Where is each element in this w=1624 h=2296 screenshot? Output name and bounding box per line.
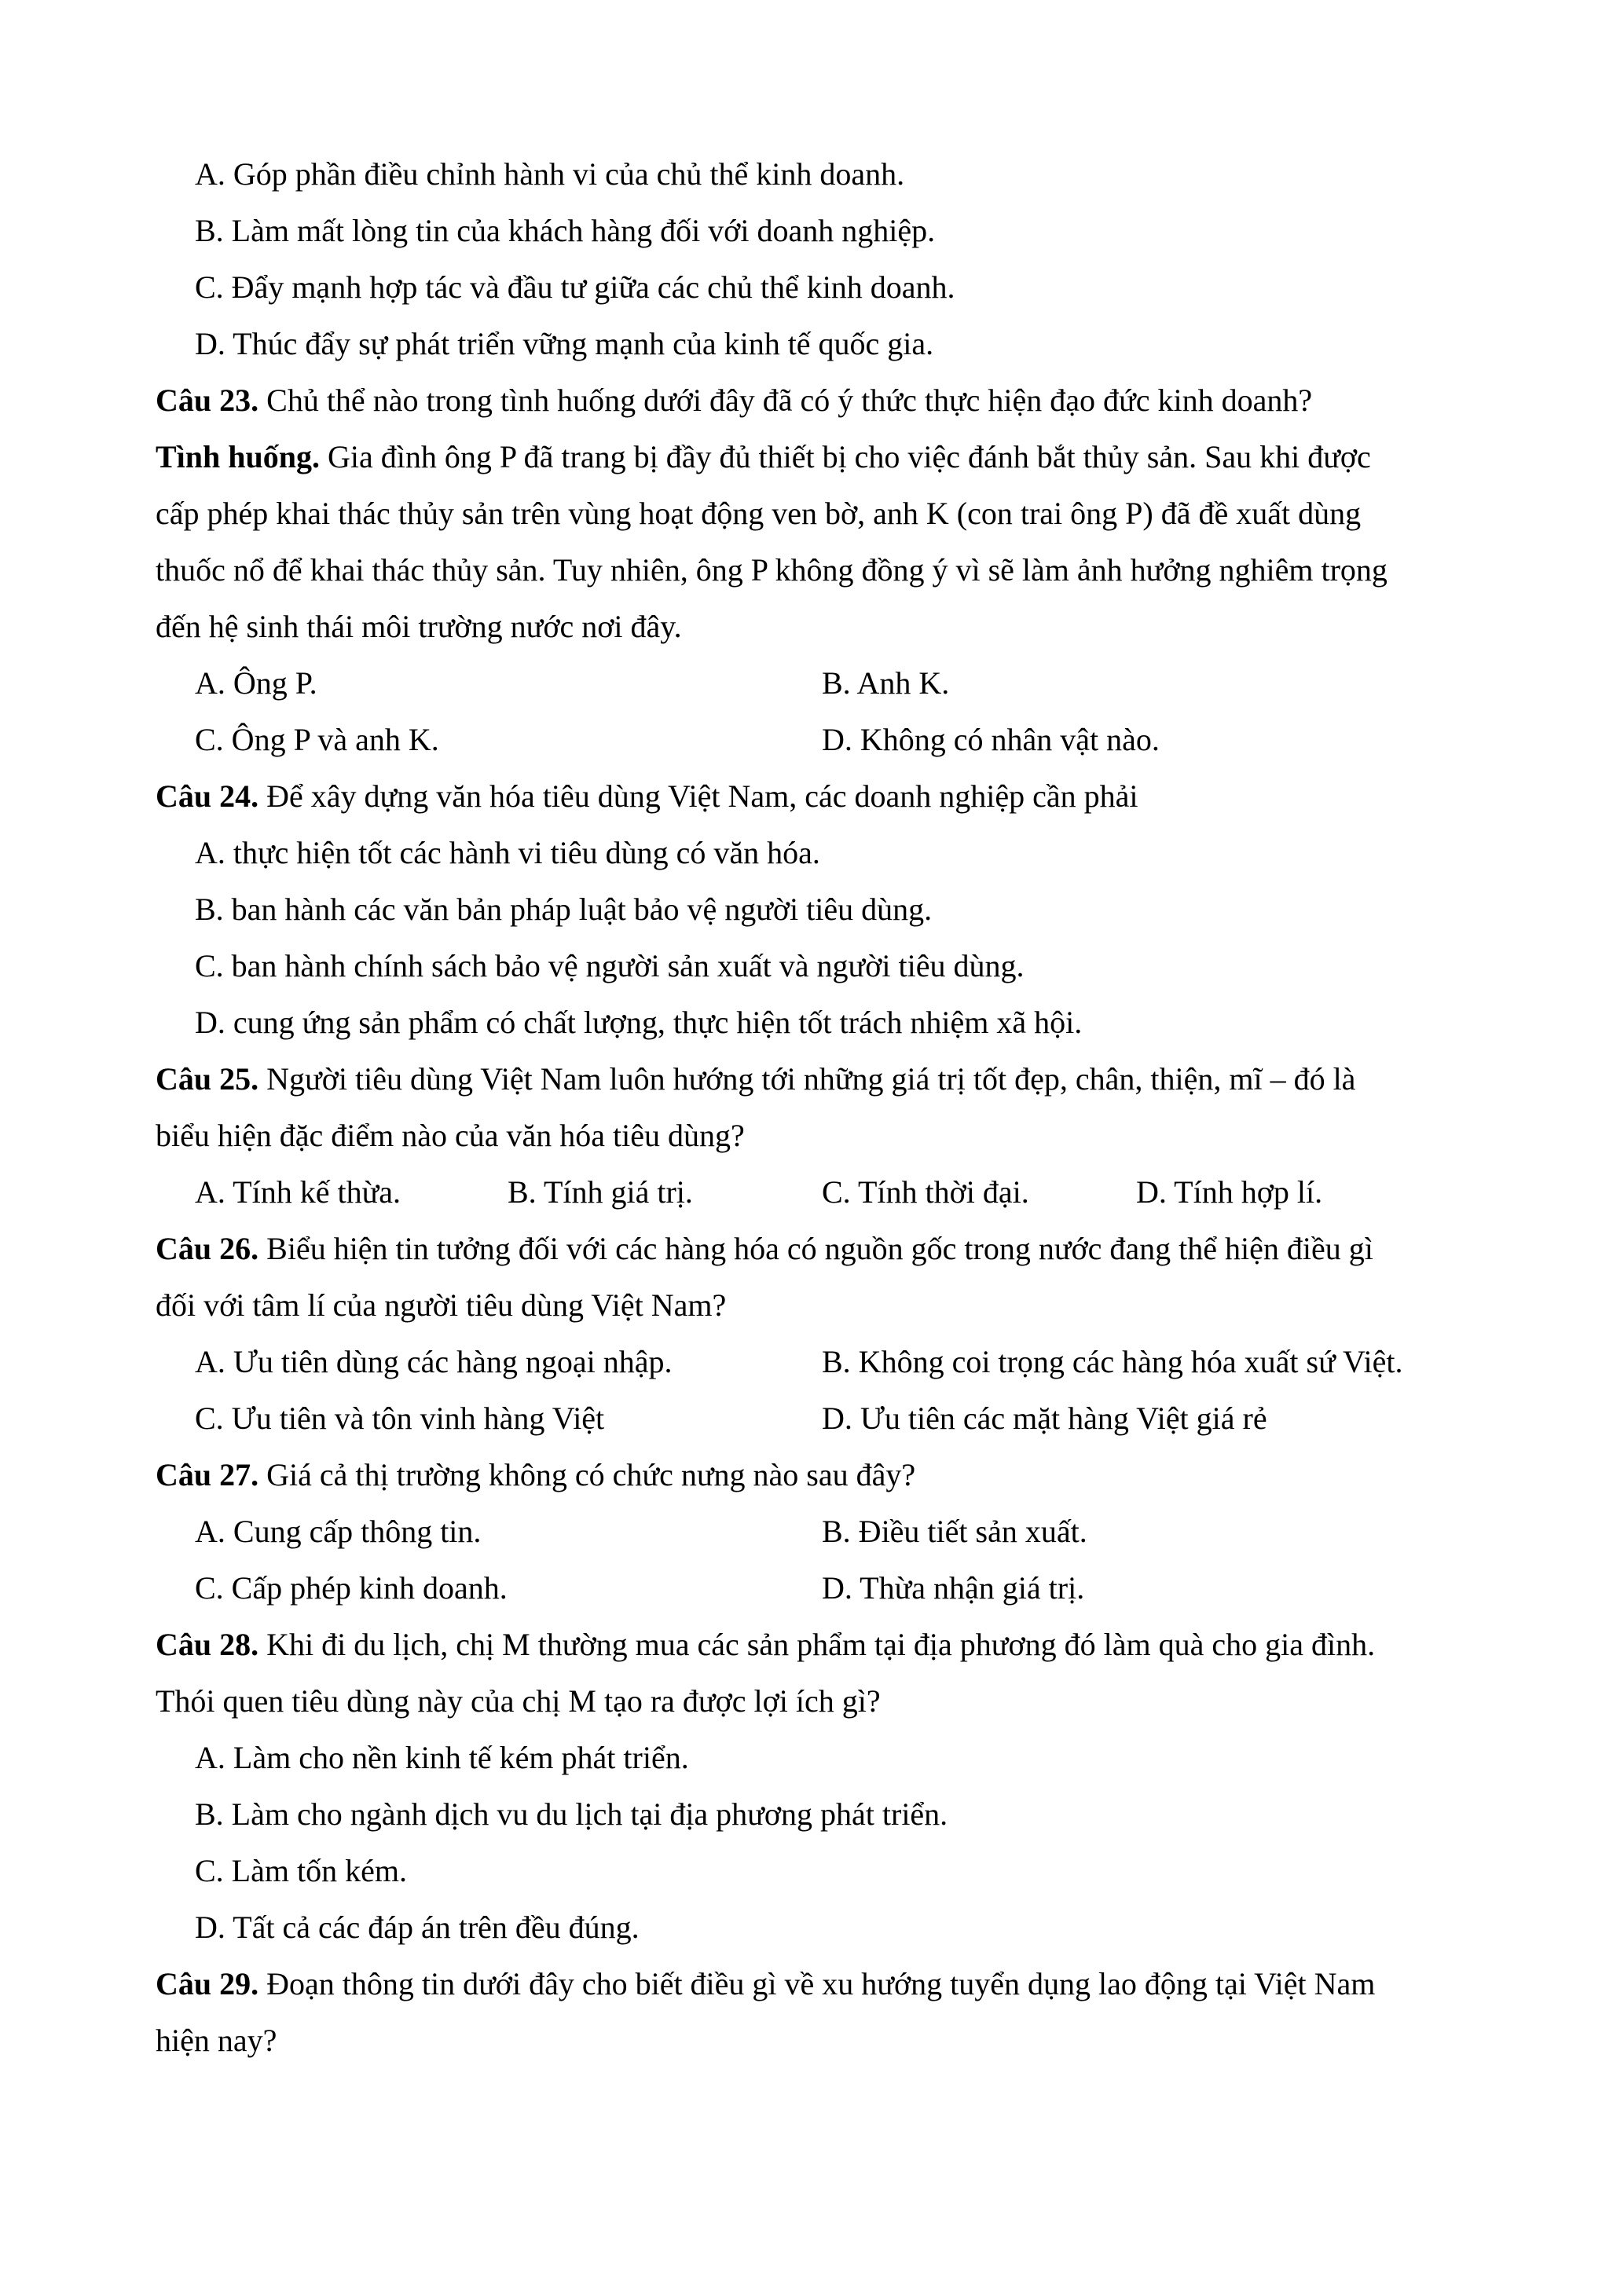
q23-label: Câu 23. [156,383,259,418]
q23-situation-line: cấp phép khai thác thủy sản trên vùng hoạt động ven bờ, anh K (con trai ông P) đã đề xuất dùng [156,496,1362,531]
q23-situation [156,438,1371,476]
q26-option-b: B. Không coi trọng các hàng hóa xuất sứ Việt. [822,1344,1403,1379]
q22-option-a: A. Góp phần điều chỉnh hành vi của chủ thể kinh doanh. [195,156,905,192]
q25-label: Câu 25. [156,1061,259,1097]
q23-situation-line: đến hệ sinh thái môi trường nước nơi đây. [156,609,682,644]
q25-option-c: C. Tính thời đại. [822,1174,1029,1210]
q23-option-a: A. Ông P. [195,665,317,701]
q28-option-d: D. Tất cả các đáp án trên đều đúng. [195,1910,640,1945]
q26-stem-text: Biểu hiện tin tưởng đối với các hàng hóa có nguồn gốc trong nước đang thể hiện điều gì [258,1231,1373,1266]
q28-option-c: C. Làm tốn kém. [195,1853,407,1888]
q24-stem-text: Để xây dựng văn hóa tiêu dùng Việt Nam, các doanh nghiệp cần phải [258,778,1138,814]
q26-stem-line: đối với tâm lí của người tiêu dùng Việt Nam? [156,1287,727,1323]
q27-option-c: C. Cấp phép kinh doanh. [195,1570,508,1606]
q23-option-b: B. Anh K. [822,665,950,701]
q26-stem [156,1230,1373,1268]
q27-label: Câu 27. [156,1457,259,1492]
q24-option-c: C. ban hành chính sách bảo vệ người sản xuất và người tiêu dùng. [195,948,1025,983]
q25-stem [156,1060,1355,1098]
q23-situation-label: Tình huống. [156,439,321,474]
q23-situation-line: thuốc nổ để khai thác thủy sản. Tuy nhiên, ông P không đồng ý vì sẽ làm ảnh hưởng nghiêm trọng [156,552,1388,588]
q24-label: Câu 24. [156,778,259,814]
q26-label: Câu 26. [156,1231,259,1266]
q29-stem-text: Đoạn thông tin dưới đây cho biết điều gì về xu hướng tuyển dụng lao động tại Việt Nam [258,1966,1376,2001]
q26-option-d: D. Ưu tiên các mặt hàng Việt giá rẻ [822,1401,1267,1436]
q29-label: Câu 29. [156,1966,259,2001]
q23-option-c: C. Ông P và anh K. [195,722,439,757]
q27-stem-text: Giá cả thị trường không có chức nưng nào sau đây? [258,1457,916,1492]
q24-stem [156,778,1138,815]
q28-stem-text: Khi đi du lịch, chị M thường mua các sản phẩm tại địa phương đó làm quà cho gia đình. [258,1627,1376,1662]
q25-stem-line: biểu hiện đặc điểm nào của văn hóa tiêu dùng? [156,1118,745,1153]
q25-option-a: A. Tính kế thừa. [195,1174,401,1210]
q27-option-d: D. Thừa nhận giá trị. [822,1570,1085,1606]
q27-option-b: B. Điều tiết sản xuất. [822,1514,1087,1549]
q27-option-a: A. Cung cấp thông tin. [195,1514,482,1549]
q23-stem [156,382,1312,419]
q25-option-b: B. Tính giá trị. [508,1174,693,1210]
q23-option-d: D. Không có nhân vật nào. [822,722,1160,757]
q22-option-c: C. Đẩy mạnh hợp tác và đầu tư giữa các chủ thể kinh doanh. [195,269,955,305]
q29-stem [156,1965,1375,2003]
q26-option-c: C. Ưu tiên và tôn vinh hàng Việt [195,1401,605,1436]
q23-situation-text: Gia đình ông P đã trang bị đầy đủ thiết bị cho việc đánh bắt thủy sản. Sau khi được [320,439,1371,474]
q23-stem-text: Chủ thể nào trong tình huống dưới đây đã có ý thức thực hiện đạo đức kinh doanh? [258,383,1313,418]
q28-option-a: A. Làm cho nền kinh tế kém phát triển. [195,1740,689,1775]
q28-label: Câu 28. [156,1627,259,1662]
q24-option-b: B. ban hành các văn bản pháp luật bảo vệ người tiêu dùng. [195,892,933,927]
q27-stem [156,1456,915,1494]
q22-option-b: B. Làm mất lòng tin của khách hàng đối với doanh nghiệp. [195,213,936,248]
q28-stem-line: Thói quen tiêu dùng này của chị M tạo ra được lợi ích gì? [156,1683,881,1719]
q26-option-a: A. Ưu tiên dùng các hàng ngoại nhập. [195,1344,673,1379]
q25-stem-text: Người tiêu dùng Việt Nam luôn hướng tới những giá trị tốt đẹp, chân, thiện, mĩ – đó là [258,1061,1356,1097]
q24-option-a: A. thực hiện tốt các hành vi tiêu dùng có văn hóa. [195,835,820,870]
q28-stem [156,1626,1375,1664]
q22-option-d: D. Thúc đẩy sự phát triển vững mạnh của kinh tế quốc gia. [195,326,934,361]
q29-stem-line: hiện nay? [156,2023,277,2058]
q25-option-d: D. Tính hợp lí. [1136,1174,1323,1210]
q24-option-d: D. cung ứng sản phẩm có chất lượng, thực hiện tốt trách nhiệm xã hội. [195,1005,1083,1040]
q28-option-b: B. Làm cho ngành dịch vu du lịch tại địa phương phát triển. [195,1796,948,1832]
